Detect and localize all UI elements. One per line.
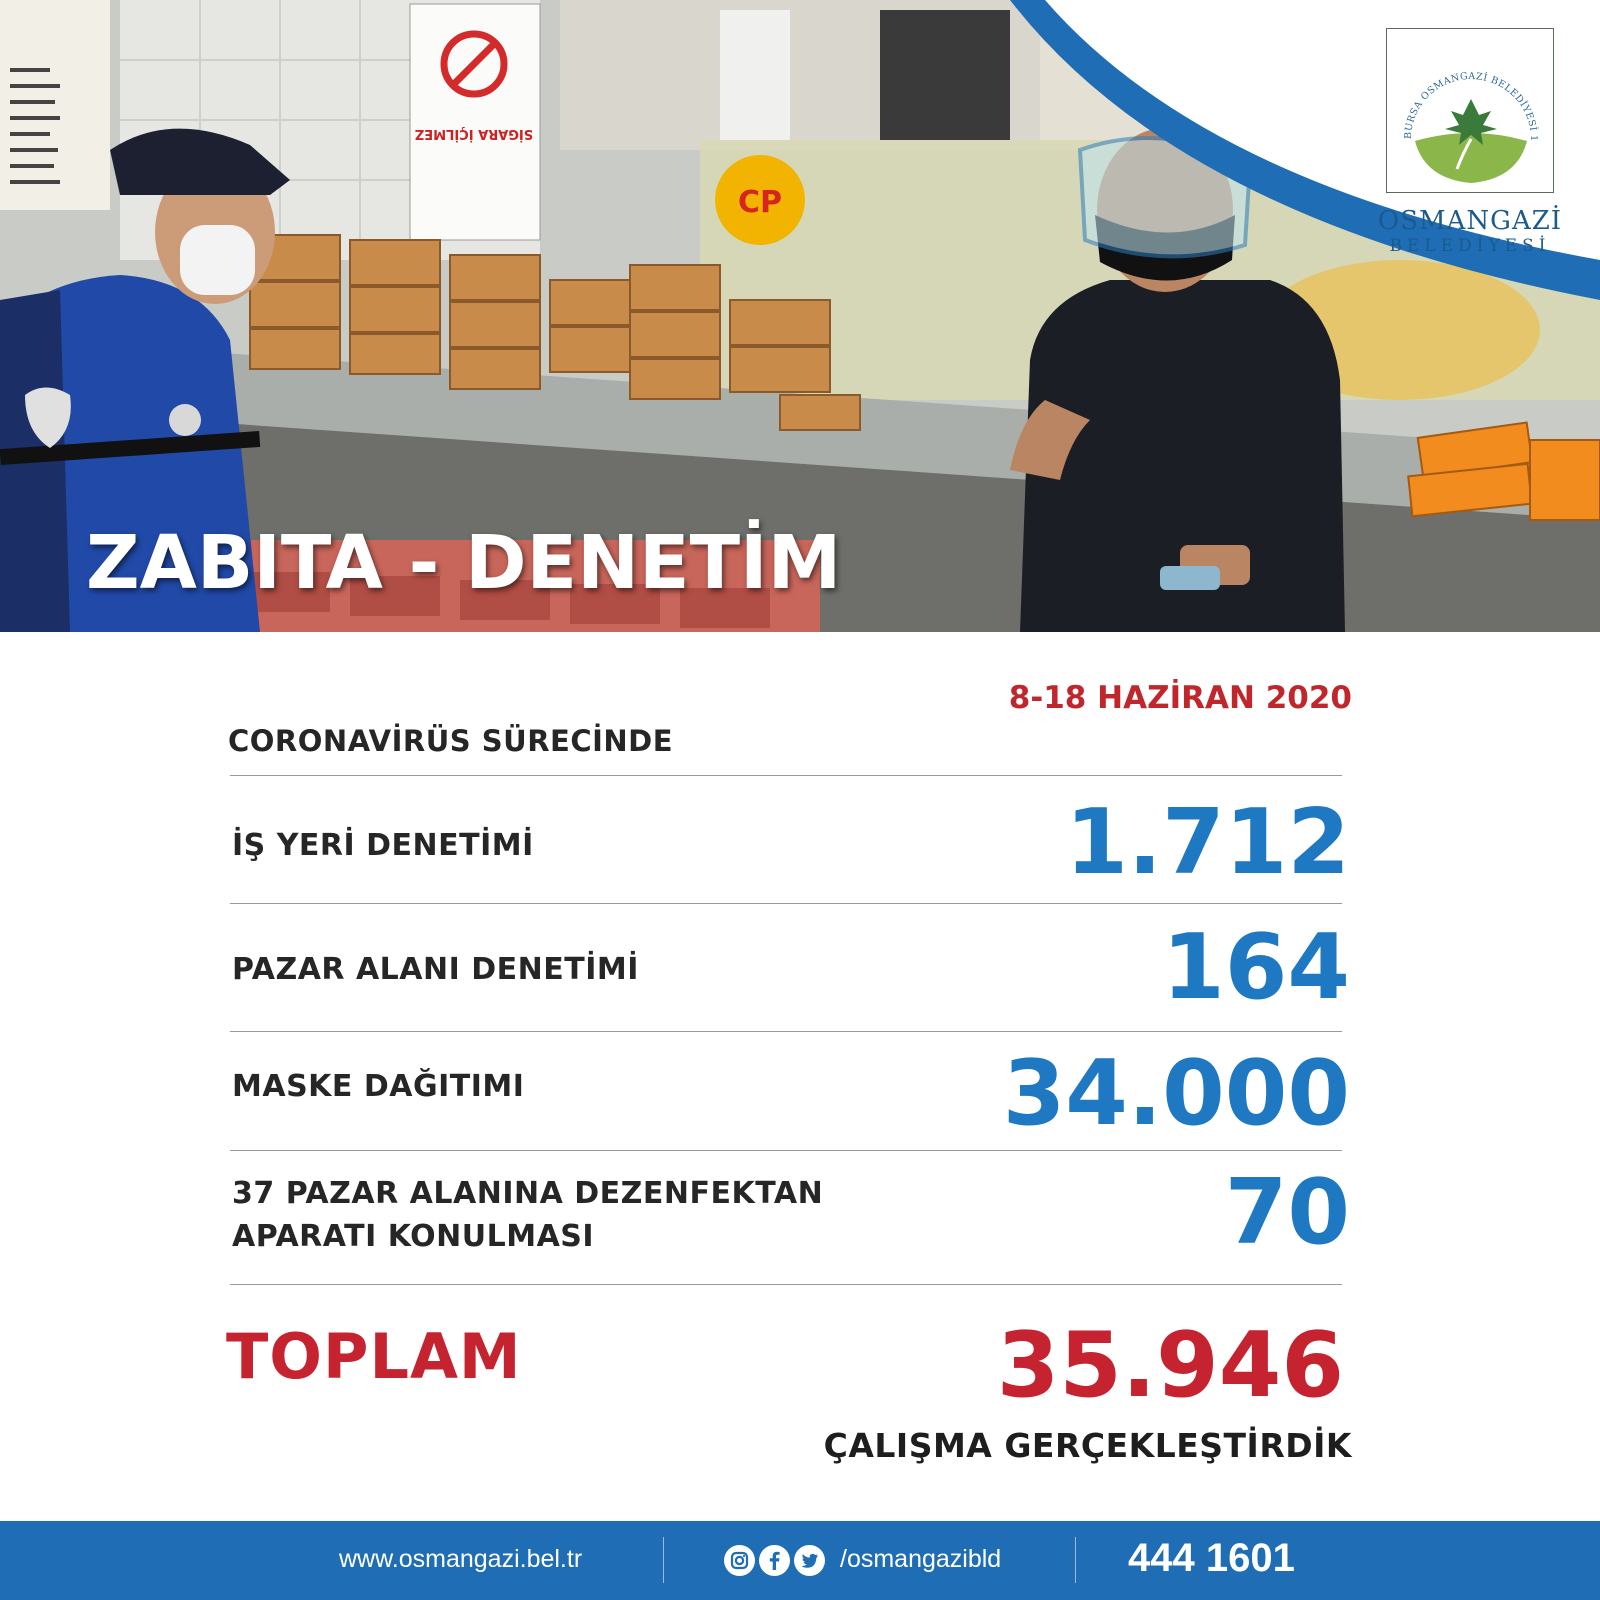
stat-label-disinfectant-line1: 37 PAZAR ALANINA DEZENFEKTAN bbox=[232, 1176, 824, 1211]
divider bbox=[230, 1150, 1342, 1151]
stat-value-mask: 34.000 bbox=[1002, 1041, 1350, 1146]
instagram-icon[interactable] bbox=[724, 1545, 755, 1576]
page-title: ZABITA - DENETİM bbox=[86, 520, 842, 606]
logo-emblem bbox=[1386, 28, 1554, 193]
brand-logo-text: CP bbox=[737, 185, 783, 220]
divider bbox=[230, 775, 1342, 776]
stat-label-workplace: İŞ YERİ DENETİMİ bbox=[232, 828, 534, 863]
leaf-emblem-icon bbox=[1387, 29, 1555, 194]
footer-bar bbox=[0, 1521, 1600, 1600]
social-icons bbox=[724, 1545, 825, 1577]
stat-label-mask: MASKE DAĞITIMI bbox=[232, 1069, 525, 1104]
website-link[interactable]: www.osmangazi.bel.tr bbox=[339, 1545, 583, 1573]
total-value: 35.946 bbox=[996, 1313, 1344, 1418]
footer-separator bbox=[1075, 1537, 1076, 1583]
intro-heading: CORONAVİRÜS SÜRECİNDE bbox=[228, 724, 674, 758]
divider bbox=[230, 903, 1342, 904]
hero-photo bbox=[0, 0, 1600, 632]
date-range: 8-18 HAZİRAN 2020 bbox=[1008, 680, 1352, 716]
social-handle[interactable]: /osmangazibld bbox=[840, 1545, 1002, 1573]
stat-label-disinfectant-line2: APARATI KONULMASI bbox=[232, 1219, 595, 1254]
stat-value-disinfectant: 70 bbox=[1224, 1160, 1350, 1265]
no-smoking-sign-text: SİGARA İÇİLMEZ bbox=[414, 126, 534, 141]
facebook-icon[interactable] bbox=[759, 1545, 790, 1576]
total-label: TOPLAM bbox=[226, 1320, 522, 1393]
divider bbox=[230, 1031, 1342, 1032]
divider bbox=[230, 1284, 1342, 1285]
stat-label-market: PAZAR ALANI DENETİMİ bbox=[232, 952, 639, 987]
footer-separator bbox=[663, 1537, 664, 1583]
twitter-icon[interactable] bbox=[794, 1545, 825, 1576]
logo-subtitle: BELEDİYESİ bbox=[1389, 236, 1551, 256]
logo-name: OSMANGAZİ bbox=[1377, 206, 1563, 236]
stat-value-workplace: 1.712 bbox=[1065, 790, 1350, 895]
logo-arc-text: BURSA OSMANGAZİ BELEDİYESİ 1 bbox=[1402, 70, 1540, 142]
stat-value-market: 164 bbox=[1162, 915, 1350, 1020]
phone-number[interactable]: 444 1601 bbox=[1128, 1536, 1295, 1580]
osmangazi-logo bbox=[1370, 28, 1570, 258]
done-caption: ÇALIŞMA GERÇEKLEŞTİRDİK bbox=[823, 1426, 1352, 1465]
